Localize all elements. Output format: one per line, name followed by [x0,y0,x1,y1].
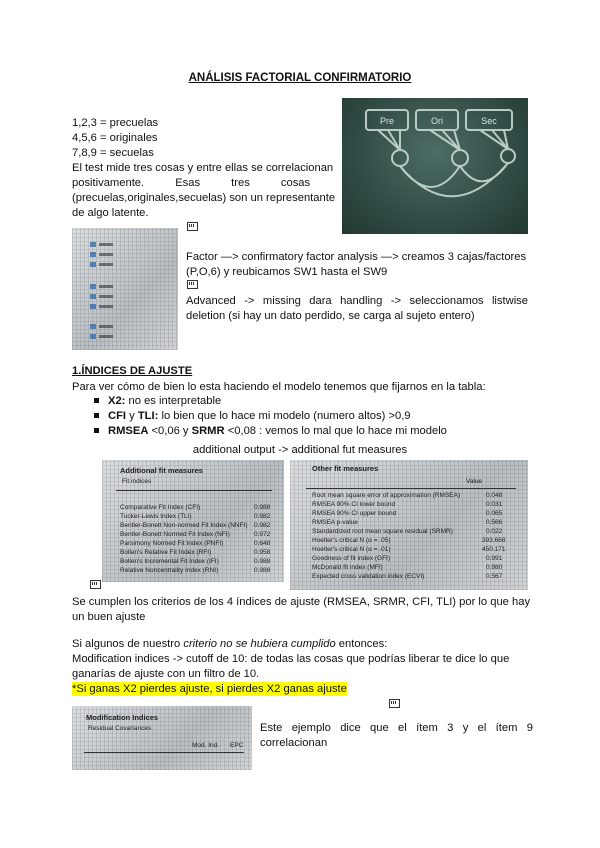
other-row: RMSEA p-value [312,519,358,526]
intro-line-6: (precuelas,originales,secuelas) son un representante [72,192,336,204]
intro-line-3: 7,8,9 = secuelas [72,147,154,159]
bullet-marker [94,413,99,418]
other-value: 0.980 [486,564,503,571]
fit-row: Bentler-Bonett Non-normed Fit Index (NNFI) [120,522,248,529]
fit-row: Comparative Fit Index (CFI) [120,504,201,511]
other-value: 393.668 [482,537,506,544]
intro-line-1: 1,2,3 = precuelas [72,117,159,129]
fit-value: 0.648 [254,540,271,547]
page-title: ANÁLISIS FACTORIAL CONFIRMATORIO [188,72,412,84]
image-placeholder-icon-4 [389,699,400,708]
intro-line-7: de algo latente. [72,207,149,219]
modification-indices-photo [72,706,252,770]
image-placeholder-icon-2 [187,280,198,289]
other-value: 450.171 [482,546,506,553]
other-photo-header: Value [466,478,483,485]
section-heading: 1.ÍNDICES DE AJUSTE [72,365,193,377]
image-placeholder-icon-3 [90,580,101,589]
highlight-note: *Si ganas X2 pierdes ajuste, si pierdes X2 ganas ajuste [72,683,347,695]
variable-list-drawing [72,228,178,350]
fit-row: Bollen's Relative Fit Index (RFI) [120,549,212,556]
other-fit-photo [290,460,528,590]
other-row: Goodness of fit index (GFI) [312,555,391,562]
factor-line-1: Factor —> confirmatory factor analysis —> creamos 3 cajas/factores [186,251,527,263]
other-row: RMSEA 90% CI lower bound [312,501,396,508]
other-row: Expected cross validation index (ECVI) [312,573,425,580]
mod-photo-subtitle: Residual Covariances [88,725,152,732]
whiteboard-photo [342,98,528,234]
other-row: McDonald fit index (MFI) [312,564,383,571]
intro-line-5: positivamente. Esas tres cosas [72,177,311,189]
advanced-line-1: Advanced -> missing dara handling -> seleccionamos listwise [186,295,528,307]
mod-col-2: EPC [230,742,244,749]
board-box-2: Ori [431,116,443,126]
other-value: 0.991 [486,555,503,562]
fit-value: 0.972 [254,531,271,538]
bullet-marker [94,398,99,403]
fit-value: 0.988 [254,558,271,565]
image-placeholder-icon [187,222,198,231]
fit-row: Bentler-Bonett Normed Fit Index (NFI) [120,531,230,538]
advanced-line-2: deletion (si hay un dato perdido, se carga al sujeto entero) [186,310,475,322]
example-line-1: Este ejemplo dice que el ítem 3 y el ítem 9 [260,722,533,734]
modification-line-1: Modification indices -> cutoff de 10: de todas las cosas que podrías liberar te dice lo que [72,653,510,665]
other-row: Root mean square error of approximation (RMSEA) [312,492,461,499]
other-value: 0.031 [486,501,503,508]
fit-photo-title: Additional fit measures [120,466,203,475]
mod-photo-title: Modification Indices [86,713,159,722]
bullet-x2: X2: no es interpretable [108,395,222,407]
other-value: 0.567 [486,573,503,580]
whiteboard-drawing [342,98,528,234]
figure-caption: additional output -> additional fut measures [192,444,408,456]
fit-value: 0.988 [254,504,271,511]
fit-row: Tucker-Lewis Index (TLI) [120,513,192,520]
fit-row: Relative Noncentrality Index (RNI) [120,567,219,574]
bullet-rmsea-srmr: RMSEA <0,06 y SRMR <0,08 : vemos lo mal que lo hace mi modelo [108,425,447,437]
fit-value: 0.988 [254,567,271,574]
other-value: 0.566 [486,519,503,526]
fit-value: 0.982 [254,513,271,520]
intro-line-2: 4,5,6 = originales [72,132,158,144]
fit-row: Parsimony Normed Fit Index (PNFI) [120,540,224,547]
other-row: Standardized root mean square residual (SRMR) [312,528,453,535]
modification-line-2: ganarías de ajuste con un filtro de 10. [72,668,260,680]
fit-value: 0.982 [254,522,271,529]
other-value: 0.048 [486,492,503,499]
variables-photo [72,228,178,350]
board-box-3: Sec [481,116,497,126]
results-line-2: un buen ajuste [72,611,146,623]
mod-col-1: Mod. Ind. [192,742,220,749]
bullet-marker [94,428,99,433]
fit-photo-subtitle: Fit indices [122,478,152,485]
board-box-1: Pre [379,116,395,126]
other-row: Hoelter's critical N (α = .05) [312,537,391,544]
other-row: RMSEA 90% CI upper bound [312,510,397,517]
section-lead: Para ver cómo de bien lo esta haciendo el modelo tenemos que fijarnos en la tabla: [72,381,486,393]
other-value: 0.022 [486,528,503,535]
fit-indices-photo [102,460,284,582]
bullet-cfi-tli: CFI y TLI: lo bien que lo hace mi modelo (numero altos) >0,9 [108,410,411,422]
criteria-line: Si algunos de nuestro criterio no se hubiera cumplido entonces: [72,638,388,650]
other-row: Hoelter's critical N (α = .01) [312,546,391,553]
results-line-1: Se cumplen los criterios de los 4 índices de ajuste (RMSEA, SRMR, CFI, TLI) por lo que hay [72,596,531,608]
fit-value: 0.958 [254,549,271,556]
other-value: 0.065 [486,510,503,517]
example-line-2: correlacionan [260,737,328,749]
fit-row: Bollen's Incremental Fit Index (IFI) [120,558,219,565]
factor-line-2: (P,O,6) y reubicamos SW1 hasta el SW9 [186,266,388,278]
intro-line-4: El test mide tres cosas y entre ellas se correlacionan [72,162,334,174]
other-photo-title: Other fit measures [312,464,379,473]
